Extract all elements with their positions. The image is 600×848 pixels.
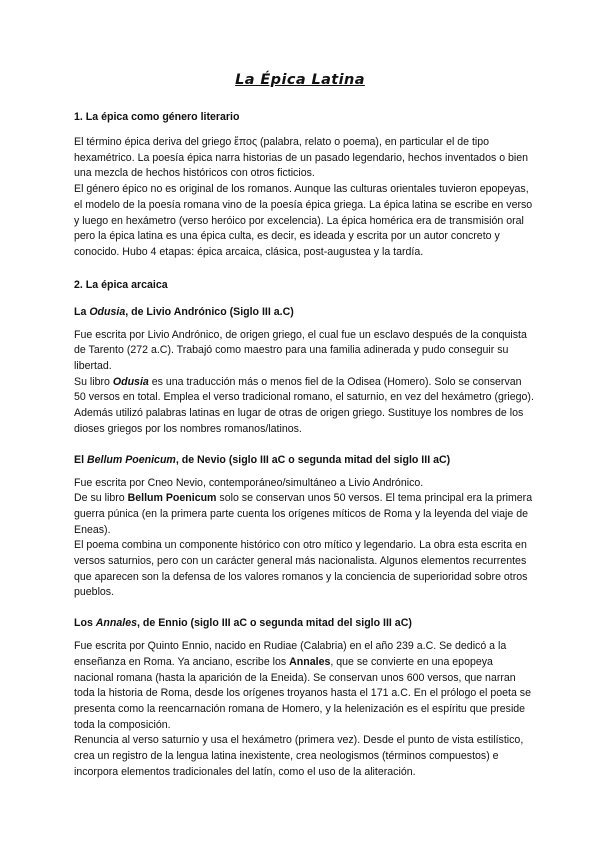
heading-prefix: La (74, 305, 90, 318)
text-run: Su libro (74, 375, 113, 388)
subsection-heading-bellum (74, 453, 534, 467)
subsection-heading-odusia (74, 305, 534, 319)
work-title: Annales (95, 617, 137, 630)
work-title: Odusia (112, 375, 149, 388)
text-run: , que se convierte en una epopeya nacional romana (hasta la aparición de la Eneida). Se conservan unos 600 versos, que narran toda la historia de Roma, desde los orígenes troyanos hasta el 171 a.C. En el prólogo el poeta se presenta como la reencarnación romana de Homero, y la helenización es el espíritu que preside toda la composición. (74, 655, 531, 731)
work-title: Annales (289, 655, 331, 668)
work-title: Odusia (89, 305, 126, 318)
heading-prefix: Los (74, 617, 96, 630)
work-title: Bellum Poenicum (127, 492, 217, 505)
document-body (74, 110, 534, 781)
heading-suffix: , de Nevio (siglo III aC o segunda mitad del siglo III aC) (175, 453, 451, 466)
heading-prefix: El (74, 453, 87, 466)
paragraph: El término épica deriva del griego ἔπος (palabra, relato o poema), en particular el de tipo hexamétrico. La poesía épica narra historias de un pasado legendario, hechos inventados o bien una mezcla de hechos históricos con otros ficticios. (74, 136, 529, 180)
paragraph: El género épico no es original de los romanos. Aunque las culturas orientales tuvieron epopeyas, el modelo de la poesía romana vino de la poesía épica griega. La épica latina se escribe en verso y luego en hexámetro (verso heróico por excelencia). La épica homérica era de transmisión oral pero la épica latina es una épica culta, es decir, es ideada y escrita por un autor concreto y conocido. Hubo 4 etapas: épica arcaica, clásica, post-augustea y la tardía. (74, 183, 533, 258)
paragraph: Fue escrita por Cneo Nevio, contemporáneo/simultáneo a Livio Andrónico. (74, 476, 424, 489)
heading-suffix: , de Livio Andrónico (Siglo III a.C) (125, 305, 294, 318)
paragraph: Fue escrita por Livio Andrónico, de origen griego, el cual fue un esclavo después de la conquista de Tarento (272 a.C). Trabajó como maestro para una familia adinerada y pudo conseguir su libertad. (74, 328, 527, 373)
subsection-heading-annales (74, 616, 534, 630)
paragraph (74, 375, 534, 438)
work-title: Bellum Poenicum (86, 453, 176, 466)
text-run: es una traducción más o menos fiel de la Odisea (Homero). Solo se conservan 50 versos en total. Emplea el verso tradicional romano, el saturnio, en vez del hexámetro (griego). Además utilizó palabras latinas en lugar de otras de origen griego. Sustituye los nombres de los dioses griegos por los nombres romanos/latinos. (74, 375, 534, 435)
heading-suffix: , de Ennio (siglo III aC o segunda mitad del siglo III aC) (137, 617, 412, 630)
paragraph: El poema combina un componente histórico con otro mítico y legendario. La obra esta escrita en versos saturnios, pero con un carácter general más nacionalista. Algunos elementos recurrentes que aparecen son la defensa de los valores romanos y la conciencia de superioridad sobre otros pueblos. (74, 539, 528, 599)
text-run: De su libro (74, 492, 128, 505)
text-run: solo se conservan unos 50 versos. El tema principal era la primera guerra púnica (en la primera parte cuenta los orígenes míticos de Roma y la leyenda del viaje de Eneas). (74, 492, 533, 536)
text-run: Fue escrita por Quinto Ennio, nacido en Rudiae (Calabria) en el año 239 a.C. Se dedicó a la enseñanza en Roma. Ya anciano, escribe los (74, 640, 507, 668)
paragraph: Renuncia al verso saturnio y usa el hexámetro (primera vez). Desde el punto de vista estilístico, crea un registro de la lengua latina inexistente, crea neologismos (términos compuestos) e incorpora elementos tradicionales del latín, como el uso de la aliteración. (74, 734, 524, 778)
document-title: La Épica Latina (235, 72, 365, 88)
paragraph (74, 639, 534, 733)
section-heading-1: 1. La épica como género literario (74, 111, 240, 123)
section-heading-2: 2. La épica arcaica (74, 278, 168, 291)
paragraph (74, 491, 534, 538)
